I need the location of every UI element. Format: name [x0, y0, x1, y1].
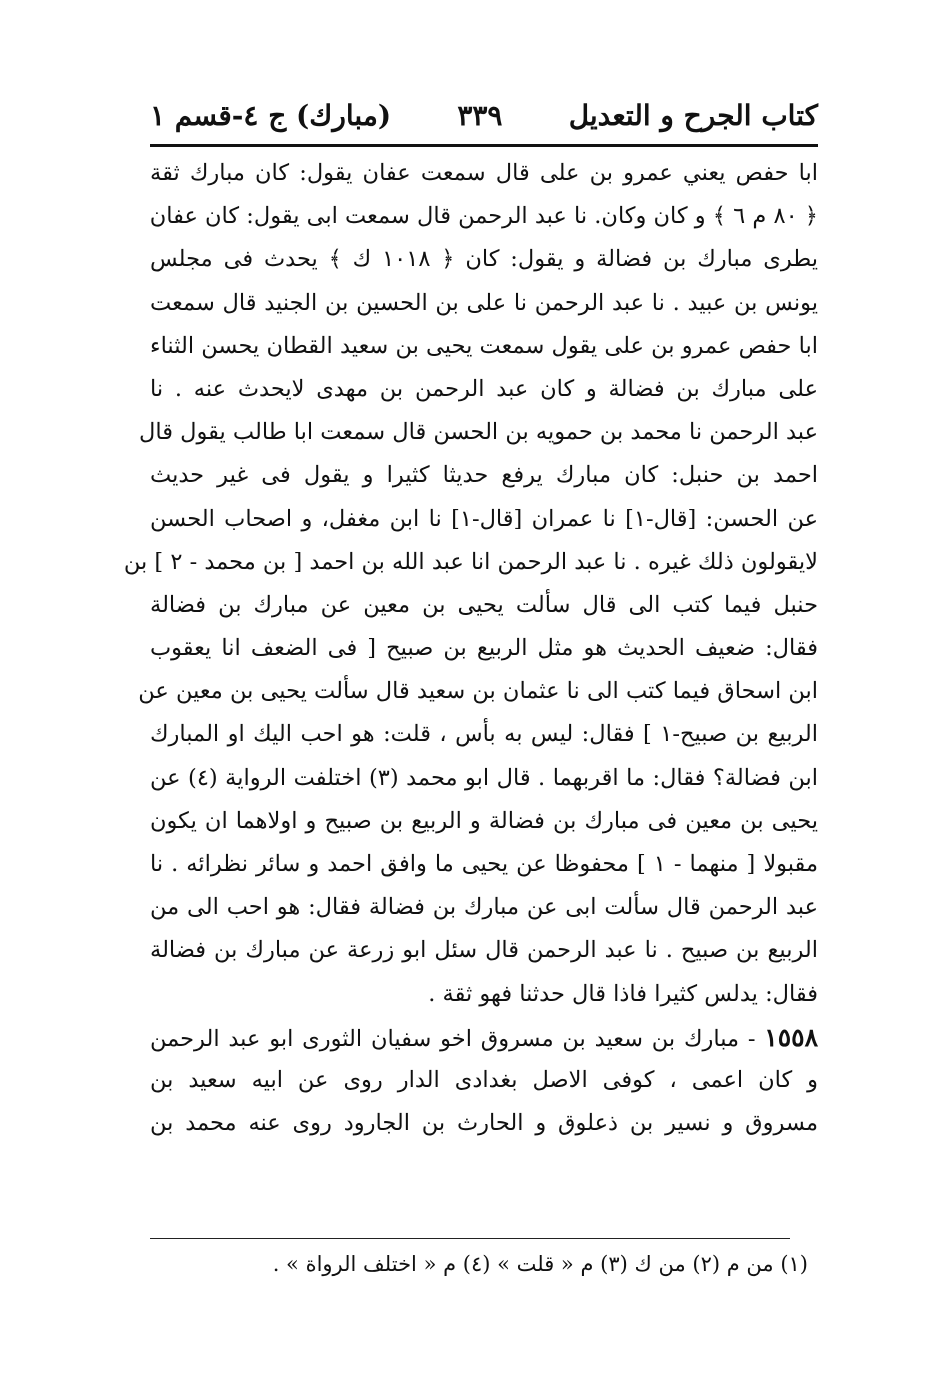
text-line: لايقولون ذلك غيره . نا عبد الرحمن انا عبد الله بن احمد [ بن محمد - ٢ ] بن: [123, 548, 818, 575]
book-page: [123, 70, 818, 1320]
text-line: فقال: يدلس كثيرا فاذا قال حدثنا فهو ثقة .: [428, 980, 818, 1007]
text-line: ابن اسحاق فيما كتب الى نا عثمان بن سعيد قال سألت يحيى بن معين عن: [138, 678, 818, 705]
entry-first-line: [150, 1016, 818, 1059]
text-line: ابا حفص عمرو بن على يقول سمعت يحيى بن سعيد القطان يحسن الثناء: [150, 332, 818, 359]
text-line: ابن فضالة؟ فقال: ما اقربهما . قال ابو محمد (٣) اختلفت الرواية (٤) عن: [150, 764, 818, 791]
text-line: يونس بن عبيد . نا عبد الرحمن نا على بن الحسين بن الجنيد قال سمعت: [150, 289, 818, 316]
entry-text: - مبارك بن سعيد بن مسروق اخو سفيان الثورى ابو عبد الرحمن: [150, 1025, 756, 1052]
entry-line: و كان اعمى ، كوفى الاصل بغدادى الدار روى عن ابيه سعيد بن: [150, 1066, 818, 1093]
section-label: (مبارك) ج ٤-قسم ١: [150, 98, 392, 132]
footnote: (١) من م (٢) من ك (٣) م « قلت » (٤) م « اختلف الرواة » .: [272, 1252, 808, 1276]
header-rule: [150, 144, 818, 147]
text-line: الربيع بن صبيح-١ ] فقال: ليس به بأس ، قلت: هو احب اليك او المبارك: [150, 721, 818, 748]
text-line: يحيى بن معين فى مبارك بن فضالة و الربيع بن صبيح و اولاهما ان يكون: [150, 807, 818, 834]
text-line: مقبولا [ منهما - ١ ] محفوظا عن يحيى ما وافق احمد و سائر نظرائه . نا: [150, 851, 818, 877]
text-line: عبد الرحمن قال سألت ابى عن مبارك بن فضالة فقال: هو احب الى من: [150, 894, 818, 921]
text-line: يطرى مبارك بن فضالة و يقول: كان ﴿ ١٠١٨ ك ﴾ يحدث فى مجلس: [150, 246, 818, 273]
text-line: على مبارك بن فضالة و كان عبد الرحمن بن مهدى لايحدث عنه . نا: [150, 375, 818, 402]
book-title: كتاب الجرح و التعديل: [568, 98, 818, 132]
footnote-rule: [150, 1238, 790, 1239]
main-text: [123, 152, 818, 1145]
text-line: احمد بن حنبل: كان مبارك يرفع حديثا كثيرا و يقول فى غير حديث: [150, 462, 818, 489]
entry-line: مسروق و نسير بن ذعلوق و الحارث بن الجارود روى عنه محمد بن: [150, 1110, 818, 1137]
text-line: الربيع بن صبيح . نا عبد الرحمن قال سئل ابو زرعة عن مبارك بن فضالة: [150, 937, 818, 964]
text-line: حنبل فيما كتب الى قال سألت يحيى بن معين عن مبارك بن فضالة: [150, 591, 818, 618]
text-line: ﴿ ٨٠ م ٦ ﴾ و كان وكان. نا عبد الرحمن قال سمعت ابى يقول: كان عفان: [149, 203, 818, 230]
text-line: عبد الرحمن نا محمد بن حمويه بن الحسن قال سمعت ابا طالب يقول قال: [139, 419, 818, 446]
text-line: عن الحسن: [قال-١] نا عمران [قال-١] نا ابن مغفل، و اصحاب الحسن: [150, 505, 818, 532]
page-number: ٣٣٩: [457, 98, 503, 132]
text-line: ابا حفص يعني عمرو بن على قال سمعت عفان يقول: كان مبارك ثقة: [150, 160, 818, 186]
running-header: [150, 90, 818, 140]
text-line: فقال: ضعيف الحديث هو مثل الربيع بن صبيح [ فى الضعف انا يعقوب: [150, 635, 818, 662]
entry-number: ١٥٥٨: [764, 1022, 818, 1052]
